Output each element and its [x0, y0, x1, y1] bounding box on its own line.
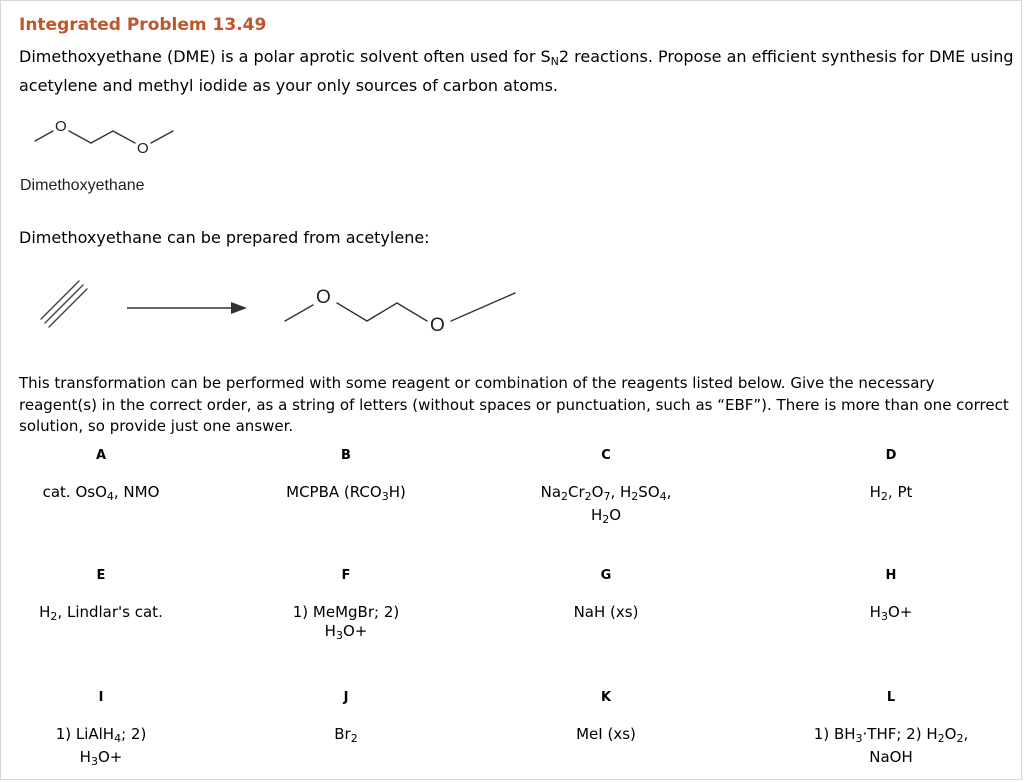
- reagent-letter: C: [601, 448, 611, 463]
- reagent-letter: J: [343, 690, 349, 705]
- reagent-letter: L: [886, 690, 896, 705]
- oxygen-label: O: [55, 118, 67, 135]
- acetylene-structure: [41, 281, 87, 327]
- reagent-description: 1) MeMgBr; 2) $H_3O+$: [292, 603, 400, 642]
- reagent-option-b: [246, 449, 446, 506]
- reagent-option-i: [1, 691, 201, 771]
- reagent-letter: D: [885, 448, 897, 463]
- reagent-letter: G: [600, 568, 612, 583]
- reagent-description: $Na_2Cr_2O_7$, $H_2SO_4$, $H_2O$: [540, 483, 672, 526]
- reagent-description: $H_2$, Lindlar's cat.: [39, 603, 163, 623]
- reagent-description: MeI (xs): [576, 725, 636, 743]
- reagent-description: 1) LiAlH$_4$; 2) $H_3O+$: [55, 725, 147, 768]
- reagent-description: 1) $BH_3\cdot THF$; 2) $H_2O_2$, NaOH: [813, 725, 969, 766]
- reagent-description: MCPBA $(RCO_3H)$: [286, 483, 406, 503]
- reaction-scheme: [31, 273, 531, 335]
- reagent-option-j: [246, 691, 446, 748]
- reagent-letter: K: [600, 690, 612, 705]
- reagent-option-g: [506, 569, 706, 622]
- reagent-description: NaH (xs): [573, 603, 639, 621]
- reagent-letter: H: [885, 568, 897, 583]
- reagent-description: cat. OsO$_4$, NMO: [42, 483, 160, 503]
- reagent-option-d: [791, 449, 991, 506]
- reagent-option-a: [1, 449, 201, 506]
- reagent-letter: F: [341, 568, 351, 583]
- reagent-description: $H_2$, Pt: [869, 483, 913, 503]
- instructions-text: This transformation can be performed with some reagent or combination of the reagents listed below. Give the necessary reagent(s) in the correct order, as a string of letters (without spaces or punctuation, such as “EBF”). There is more than one correct solution, so provide just one answer.: [19, 374, 1009, 435]
- oxygen-label: O: [316, 287, 331, 308]
- scheme-intro: Dimethoxyethane can be prepared from acetylene:: [19, 228, 430, 247]
- reagent-letter: E: [96, 568, 106, 583]
- reagent-description: $H_3O+$: [869, 603, 913, 623]
- reagent-letter: B: [341, 448, 351, 463]
- molecule-caption: Dimethoxyethane: [20, 177, 145, 194]
- problem-title: Integrated Problem 13.49: [19, 15, 267, 35]
- reagent-option-e: [1, 569, 201, 626]
- oxygen-label: O: [430, 315, 445, 335]
- reagent-option-h: [791, 569, 991, 626]
- reagent-letter: I: [98, 690, 104, 705]
- reagent-option-f: [246, 569, 446, 645]
- reagent-option-c: [506, 449, 706, 529]
- oxygen-label: O: [137, 140, 149, 157]
- problem-prompt: Dimethoxyethane (DME) is a polar aprotic solvent often used for $S_N2$ reactions. Propose an efficient synthesis for DME using acetylene and methyl iodide as your only sources of carbon atoms.: [19, 47, 1014, 95]
- reagent-description: $Br_2$: [334, 725, 358, 745]
- reagent-letter: A: [95, 448, 107, 463]
- reagent-option-k: [506, 691, 706, 744]
- dme-structure-small: [31, 113, 191, 163]
- reaction-arrow: [127, 302, 247, 314]
- reagent-option-l: [791, 691, 991, 767]
